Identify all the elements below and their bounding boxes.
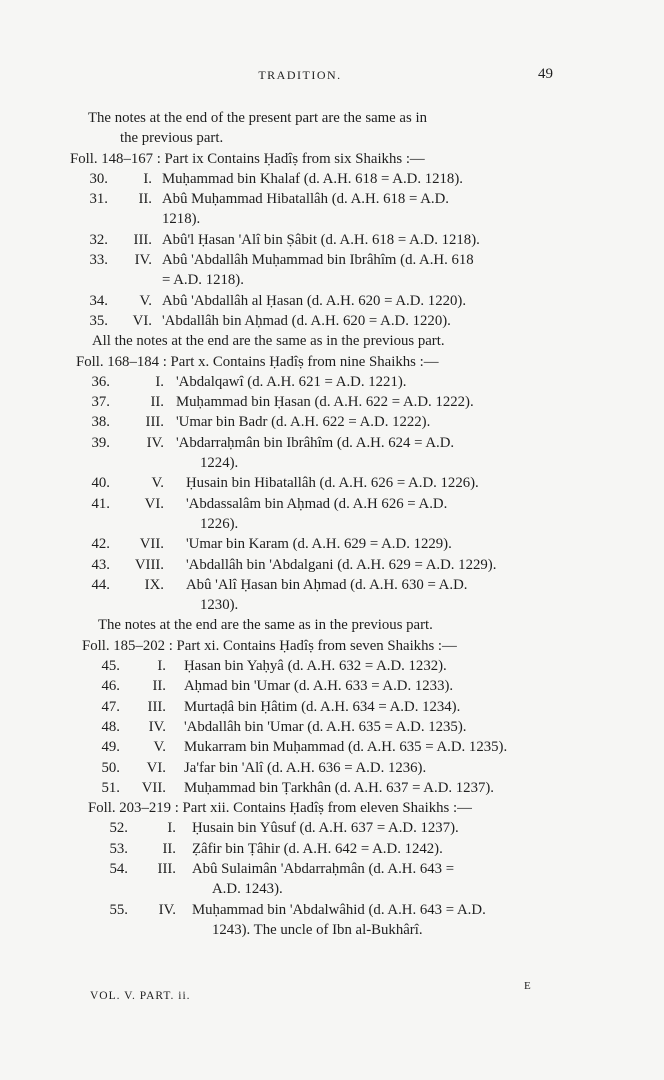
shaikh-entry — [0, 900, 664, 920]
text-line — [0, 879, 664, 899]
shaikh-entry — [0, 372, 664, 392]
line-text: = A.D. 1218). — [162, 272, 244, 289]
roman-numeral: III. — [157, 860, 176, 877]
roman-numeral: V. — [153, 739, 166, 756]
entry-text: Ḥusain bin Yûsuf (d. A.H. 637 = A.D. 1237). — [192, 820, 459, 837]
shaikh-entry — [0, 291, 664, 311]
entry-text: Murtaḍâ bin Ḥâtim (d. A.H. 634 = A.D. 1234). — [184, 698, 461, 715]
roman-numeral: IV. — [158, 901, 176, 918]
line-text: 1218). — [162, 211, 201, 228]
entry-number: 48. — [101, 718, 120, 735]
entry-number: 47. — [101, 698, 120, 715]
text-line — [0, 798, 664, 818]
line-text: 1243). The uncle of Ibn al-Bukhârî. — [212, 921, 423, 938]
shaikh-entry — [0, 778, 664, 798]
text-line — [0, 149, 664, 169]
roman-numeral: IV. — [134, 252, 152, 269]
shaikh-entry — [0, 169, 664, 189]
shaikh-entry — [0, 230, 664, 250]
shaikh-entry — [0, 433, 664, 453]
roman-numeral: I. — [157, 658, 166, 675]
roman-numeral: VI. — [132, 312, 152, 329]
entry-text: 'Abdallâh bin Aḥmad (d. A.H. 620 = A.D. 1220). — [162, 312, 451, 329]
text-line — [0, 331, 664, 351]
line-text: Foll. 168–184 : Part x. Contains Ḥadîṣ from nine Shaikhs :— — [76, 353, 439, 370]
entry-text: 'Abdarraḥmân bin Ibrâhîm (d. A.H. 624 = A.D. — [176, 434, 455, 451]
entry-text: Muḥammad bin Khalaf (d. A.H. 618 = A.D. 1218). — [162, 170, 463, 187]
roman-numeral: I. — [155, 373, 164, 390]
shaikh-entry — [0, 717, 664, 737]
entry-number: 39. — [91, 434, 110, 451]
roman-numeral: I. — [143, 170, 152, 187]
entry-text: 'Abdallâh bin 'Umar (d. A.H. 635 = A.D. 1235). — [184, 718, 467, 735]
roman-numeral: III. — [145, 414, 164, 431]
entry-number: 34. — [89, 292, 108, 309]
roman-numeral: VII. — [141, 779, 166, 796]
roman-numeral: IV. — [148, 718, 166, 735]
text-line — [0, 128, 664, 148]
shaikh-entry — [0, 534, 664, 554]
entry-text: Abû 'Abdallâh al Ḥasan (d. A.H. 620 = A.D. 1220). — [162, 292, 467, 309]
entry-number: 35. — [89, 312, 108, 329]
entry-number: 38. — [91, 414, 110, 431]
entry-text: Muḥammad bin 'Abdalwâhid (d. A.H. 643 = A.D. — [192, 901, 486, 918]
shaikh-entry — [0, 656, 664, 676]
shaikh-entry — [0, 392, 664, 412]
roman-numeral: IX. — [144, 576, 164, 593]
line-text: The notes at the end are the same as in the previous part. — [98, 617, 433, 634]
text-line — [0, 636, 664, 656]
entry-number: 46. — [101, 678, 120, 695]
text-line — [0, 270, 664, 290]
line-text: All the notes at the end are the same as in the previous part. — [92, 333, 445, 350]
roman-numeral: VI. — [146, 759, 166, 776]
roman-numeral: VIII. — [134, 556, 164, 573]
text-line — [0, 615, 664, 635]
line-text: 1226). — [200, 515, 239, 532]
line-text: A.D. 1243). — [212, 881, 283, 898]
entry-text: 'Abdassalâm bin Aḥmad (d. A.H 626 = A.D. — [186, 495, 448, 512]
entry-number: 50. — [101, 759, 120, 776]
shaikh-entry — [0, 575, 664, 595]
running-header: TRADITION. — [258, 68, 342, 82]
text-line — [0, 595, 664, 615]
shaikh-entry — [0, 859, 664, 879]
text-line — [0, 108, 664, 128]
shaikh-entry — [0, 189, 664, 209]
roman-numeral: I. — [167, 820, 176, 837]
entry-number: 33. — [89, 252, 108, 269]
shaikh-entry — [0, 697, 664, 717]
roman-numeral: II. — [152, 678, 166, 695]
entry-text: Abû Muḥammad Hibatallâh (d. A.H. 618 = A.D. — [162, 191, 449, 208]
entry-text: 'Umar bin Badr (d. A.H. 622 = A.D. 1222). — [176, 414, 431, 431]
roman-numeral: III. — [147, 698, 166, 715]
roman-numeral: V. — [151, 475, 164, 492]
shaikh-entry — [0, 412, 664, 432]
entry-text: Muḥammad bin Ṭarkhân (d. A.H. 637 = A.D. 1237). — [184, 779, 494, 796]
entry-text: Abû 'Alî Ḥasan bin Aḥmad (d. A.H. 630 = A.D. — [186, 576, 468, 593]
shaikh-entry — [0, 818, 664, 838]
entry-number: 32. — [89, 231, 108, 248]
entry-number: 53. — [109, 840, 128, 857]
roman-numeral: V. — [139, 292, 152, 309]
volume-footer: VOL. V. PART. ii. — [90, 990, 191, 1002]
shaikh-entry — [0, 758, 664, 778]
roman-numeral: IV. — [146, 434, 164, 451]
entry-number: 45. — [101, 658, 120, 675]
entry-text: 'Abdallâh bin 'Abdalgani (d. A.H. 629 = A.D. 1229). — [186, 556, 497, 573]
entry-number: 43. — [91, 556, 110, 573]
entry-text: 'Abdalqawî (d. A.H. 621 = A.D. 1221). — [176, 373, 407, 390]
entry-text: Abû'l Ḥasan 'Alî bin Ṣâbit (d. A.H. 618 = A.D. 1218). — [162, 231, 480, 248]
shaikh-entry — [0, 311, 664, 331]
line-text: Foll. 148–167 : Part ix Contains Ḥadîṣ from six Shaikhs :— — [70, 150, 425, 167]
entry-text: Ja'far bin 'Alî (d. A.H. 636 = A.D. 1236). — [184, 759, 427, 776]
entry-number: 37. — [91, 394, 110, 411]
shaikh-entry — [0, 473, 664, 493]
roman-numeral: II. — [162, 840, 176, 857]
entry-text: Ḥusain bin Hibatallâh (d. A.H. 626 = A.D. 1226). — [186, 475, 479, 492]
signature-mark: E — [524, 980, 531, 992]
entry-number: 51. — [101, 779, 120, 796]
shaikh-entry — [0, 737, 664, 757]
entry-number: 31. — [89, 191, 108, 208]
entry-number: 42. — [91, 536, 110, 553]
entry-number: 54. — [109, 860, 128, 877]
line-text: 1224). — [200, 455, 239, 472]
entry-number: 30. — [89, 170, 108, 187]
roman-numeral: II. — [138, 191, 152, 208]
entry-text: Mukarram bin Muḥammad (d. A.H. 635 = A.D. 1235). — [184, 739, 508, 756]
shaikh-entry — [0, 555, 664, 575]
entry-text: 'Umar bin Karam (d. A.H. 629 = A.D. 1229). — [186, 536, 452, 553]
line-text: the previous part. — [120, 130, 224, 147]
shaikh-entry — [0, 676, 664, 696]
entry-number: 36. — [91, 373, 110, 390]
entry-text: Aḥmad bin 'Umar (d. A.H. 633 = A.D. 1233). — [184, 678, 454, 695]
entry-number: 55. — [109, 901, 128, 918]
entry-text: Abû Sulaimân 'Abdarraḥmân (d. A.H. 643 = — [192, 860, 455, 877]
shaikh-entry — [0, 494, 664, 514]
entry-number: 49. — [101, 739, 120, 756]
page-number: 49 — [538, 66, 553, 82]
entry-number: 44. — [91, 576, 110, 593]
entry-number: 52. — [109, 820, 128, 837]
line-text: The notes at the end of the present part are the same as in — [88, 110, 427, 126]
entry-number: 40. — [91, 475, 110, 492]
entry-text: Ḥasan bin Yaḥyâ (d. A.H. 632 = A.D. 1232). — [184, 658, 447, 675]
text-line — [0, 209, 664, 229]
text-line — [0, 920, 664, 940]
line-text: 1230). — [200, 597, 239, 614]
text-line — [0, 453, 664, 473]
entry-text: Abû 'Abdallâh Muḥammad bin Ibrâhîm (d. A.H. 618 — [162, 252, 474, 269]
line-text: Foll. 203–219 : Part xii. Contains Ḥadîṣ from eleven Shaikhs :— — [88, 800, 472, 817]
line-text: Foll. 185–202 : Part xi. Contains Ḥadîṣ from seven Shaikhs :— — [82, 637, 457, 654]
entry-number: 41. — [91, 495, 110, 512]
entry-text: Muḥammad bin Ḥasan (d. A.H. 622 = A.D. 1222). — [176, 394, 474, 411]
roman-numeral: VII. — [139, 536, 164, 553]
shaikh-entry — [0, 250, 664, 270]
body-text — [0, 108, 664, 940]
shaikh-entry — [0, 839, 664, 859]
text-line — [0, 514, 664, 534]
entry-text: Ẓâfir bin Ṭâhir (d. A.H. 642 = A.D. 1242). — [192, 840, 443, 857]
text-line — [0, 352, 664, 372]
roman-numeral: II. — [150, 394, 164, 411]
roman-numeral: VI. — [144, 495, 164, 512]
roman-numeral: III. — [133, 231, 152, 248]
